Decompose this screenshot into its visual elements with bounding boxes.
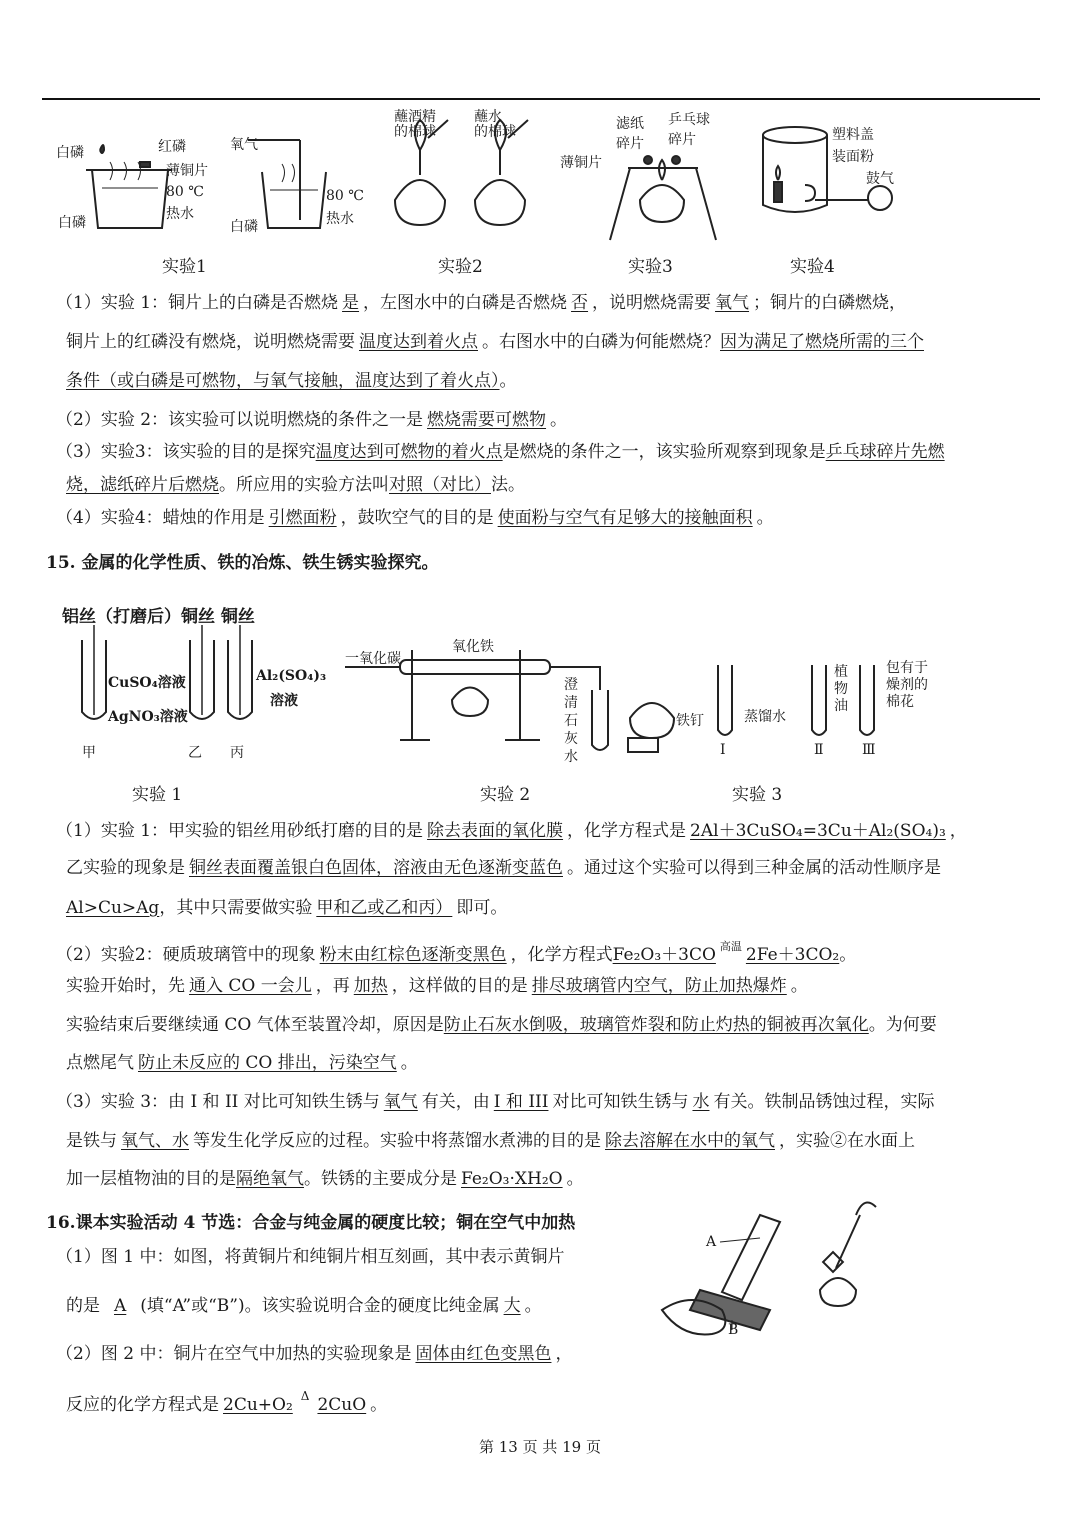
label-veg-oil: 植 物 油 bbox=[834, 664, 848, 714]
q15-line-2: 乙实验的现象是 铜丝表面覆盖银白色固体，溶液由无色逐渐变蓝色 。通过这个实验可以得到三种金属的活动性顺序是 bbox=[66, 858, 941, 878]
q16-line-2: 的是 A (填“A”或“B”)。该实验说明合金的硬度比纯金属 大 。 bbox=[66, 1296, 542, 1316]
label-solution: 溶液 bbox=[270, 693, 298, 709]
label-copper-sheet: 薄铜片 bbox=[166, 163, 208, 179]
q15-line-8: （3）实验 3：由 I 和 II 对比可知铁生锈与 氧气 有关，由 I 和 III 对比可知铁生锈与 水 有关。铁制品锈蚀过程，实际 bbox=[56, 1092, 935, 1112]
label-bing: 丙 bbox=[230, 745, 244, 761]
caption-q15-exp1: 实验 1 bbox=[132, 785, 183, 805]
q14-line-2: 铜片上的红磷没有燃烧，说明燃烧需要 温度达到着火点 。右图水中的白磷为何能燃烧？因为满足了燃烧所需的三个 bbox=[66, 332, 924, 352]
label-bellows: 鼓气 bbox=[866, 171, 894, 187]
label-hot-water-2: 热水 bbox=[326, 211, 354, 227]
label-roman-2: Ⅱ bbox=[814, 742, 824, 758]
label-limewater: 澄 清 石 灰 水 bbox=[564, 677, 578, 765]
q15-line-6: 实验结束后要继续通 CO 气体至装置冷却，原因是防止石灰水倒吸，玻璃管炸裂和防止灼热的铜被再次氧化。为何要 bbox=[66, 1015, 937, 1035]
label-roman-1: Ⅰ bbox=[720, 742, 726, 758]
label-al2so43: Al₂(SO₄)₃ bbox=[256, 668, 327, 684]
q15-heading: 15. 金属的化学性质、铁的冶炼、铁生锈实验探究。 bbox=[46, 553, 439, 573]
caption-exp3: 实验3 bbox=[628, 257, 673, 277]
q15-line-10: 加一层植物油的目的是隔绝氧气。铁锈的主要成分是 Fe₂O₃·XH₂O 。 bbox=[66, 1169, 584, 1189]
caption-exp1: 实验1 bbox=[162, 257, 207, 277]
label-yi: 乙 bbox=[188, 745, 202, 761]
q15-line-7: 点燃尾气 防止未反应的 CO 排出，污染空气 。 bbox=[66, 1053, 418, 1073]
caption-exp2: 实验2 bbox=[438, 257, 483, 277]
q14-line-7: （4）实验4：蜡烛的作用是 引燃面粉 ，鼓吹空气的目的是 使面粉与空气有足够大的接触面积 。 bbox=[56, 508, 774, 528]
label-distilled-water: 蒸馏水 bbox=[744, 709, 786, 725]
label-flour: 装面粉 bbox=[832, 149, 874, 165]
label-pingpong: 乒乓球 碎片 bbox=[668, 112, 710, 148]
label-temp-1: 80 ℃ bbox=[166, 184, 204, 200]
label-desiccant: 包有于 燥剂的 棉花 bbox=[886, 660, 928, 710]
q16-heading: 16.课本实验活动 4 节选：合金与纯金属的硬度比较；铜在空气中加热 bbox=[46, 1213, 576, 1233]
label-nail: 铁钉 bbox=[676, 713, 704, 729]
q15-line-5: 实验开始时，先 通入 CO 一会儿 ，再 加热 ，这样做的目的是 排尽玻璃管内空气，防止加热爆炸 。 bbox=[66, 976, 808, 996]
label-wires: 铝丝（打磨后）铜丝 铜丝 bbox=[62, 607, 255, 627]
label-plastic-cap: 塑料盖 bbox=[832, 127, 874, 143]
label-white-phosphorus-3: 白磷 bbox=[230, 219, 258, 235]
label-water-ball: 蘸水 的棉球 bbox=[474, 109, 516, 140]
caption-q15-exp2: 实验 2 bbox=[480, 785, 531, 805]
condition-heat: Δ bbox=[300, 1389, 310, 1403]
label-hot-water-1: 热水 bbox=[166, 206, 194, 222]
label-carbon-monoxide: 一氧化碳 bbox=[345, 651, 401, 667]
caption-exp4: 实验4 bbox=[790, 257, 835, 277]
q14-line-3: 条件（或白磷是可燃物，与氧气接触，温度达到了着火点）。 bbox=[66, 371, 517, 391]
q15-line-4: （2）实验2：硬质玻璃管中的现象 粉末由红棕色逐渐变黑色 ，化学方程式Fe₂O₃＋3CO $^{高温}$ 2Fe＋3CO₂。 bbox=[56, 940, 857, 965]
label-roman-3: Ⅲ bbox=[862, 742, 876, 758]
page-footer: 第 13 页 共 19 页 bbox=[478, 1438, 601, 1456]
label-temp-2: 80 ℃ bbox=[326, 188, 364, 204]
q16-line-4: 反应的化学方程式是 2Cu+O₂ $^\Delta$ 2CuO 。 bbox=[66, 1389, 388, 1415]
q15-line-9: 是铁与 氧气、水 等发生化学反应的过程。实验中将蒸馏水煮沸的目的是 除去溶解在水中的氧气 ，实验②在水面上 bbox=[66, 1131, 915, 1151]
q16-line-1: （1）图 1 中：如图，将黄铜片和纯铜片相互刻画，其中表示黄铜片 bbox=[56, 1247, 565, 1267]
q14-line-4: （2）实验 2：该实验可以说明燃烧的条件之一是 燃烧需要可燃物 。 bbox=[56, 410, 568, 430]
figure-label-a: A bbox=[706, 1234, 717, 1250]
figure-label-b: B bbox=[728, 1322, 739, 1338]
label-red-phosphorus: 红磷 bbox=[158, 139, 186, 155]
label-oxygen: 氧气 bbox=[230, 137, 258, 153]
q14-line-1: （1）实验 1：铜片上的白磷是否燃烧 是 ，左图水中的白磷是否燃烧 否 ，说明燃烧需要 氧气 ；铜片的白磷燃烧， bbox=[56, 293, 907, 313]
q15-line-1: （1）实验 1：甲实验的铝丝用砂纸打磨的目的是 除去表面的氧化膜 ，化学方程式是 2Al＋3CuSO₄=3Cu＋Al₂(SO₄)₃ ， bbox=[56, 821, 967, 841]
q14-line-6: 烧，滤纸碎片后燃烧。所应用的实验方法叫对照（对比）法。 bbox=[66, 475, 525, 495]
label-filter-paper: 滤纸 碎片 bbox=[616, 116, 644, 152]
q16-line-3: （2）图 2 中：铜片在空气中加热的实验现象是 固体由红色变黑色 ， bbox=[56, 1344, 573, 1364]
q14-line-5: （3）实验3：该实验的目的是探究温度达到可燃物的着火点是燃烧的条件之一，该实验所观察到现象是乒乓球碎片先燃 bbox=[56, 442, 945, 462]
label-jia: 甲 bbox=[82, 745, 96, 761]
label-white-phosphorus-2: 白磷 bbox=[58, 215, 86, 231]
label-alcohol-ball: 蘸酒精 的棉球 bbox=[394, 109, 436, 140]
label-cuso4: CuSO₄溶液 bbox=[108, 675, 186, 691]
label-agno3: AgNO₃溶液 bbox=[108, 709, 188, 725]
caption-q15-exp3: 实验 3 bbox=[732, 785, 783, 805]
condition-high-temp: 高温 bbox=[719, 940, 742, 953]
label-copper-sheet-3: 薄铜片 bbox=[560, 155, 602, 171]
q15-line-3: Al>Cu>Ag，其中只需要做实验 甲和乙或乙和丙） 即可。 bbox=[66, 898, 508, 918]
label-iron-oxide: 氧化铁 bbox=[452, 639, 494, 655]
label-white-phosphorus: 白磷 bbox=[56, 145, 84, 161]
